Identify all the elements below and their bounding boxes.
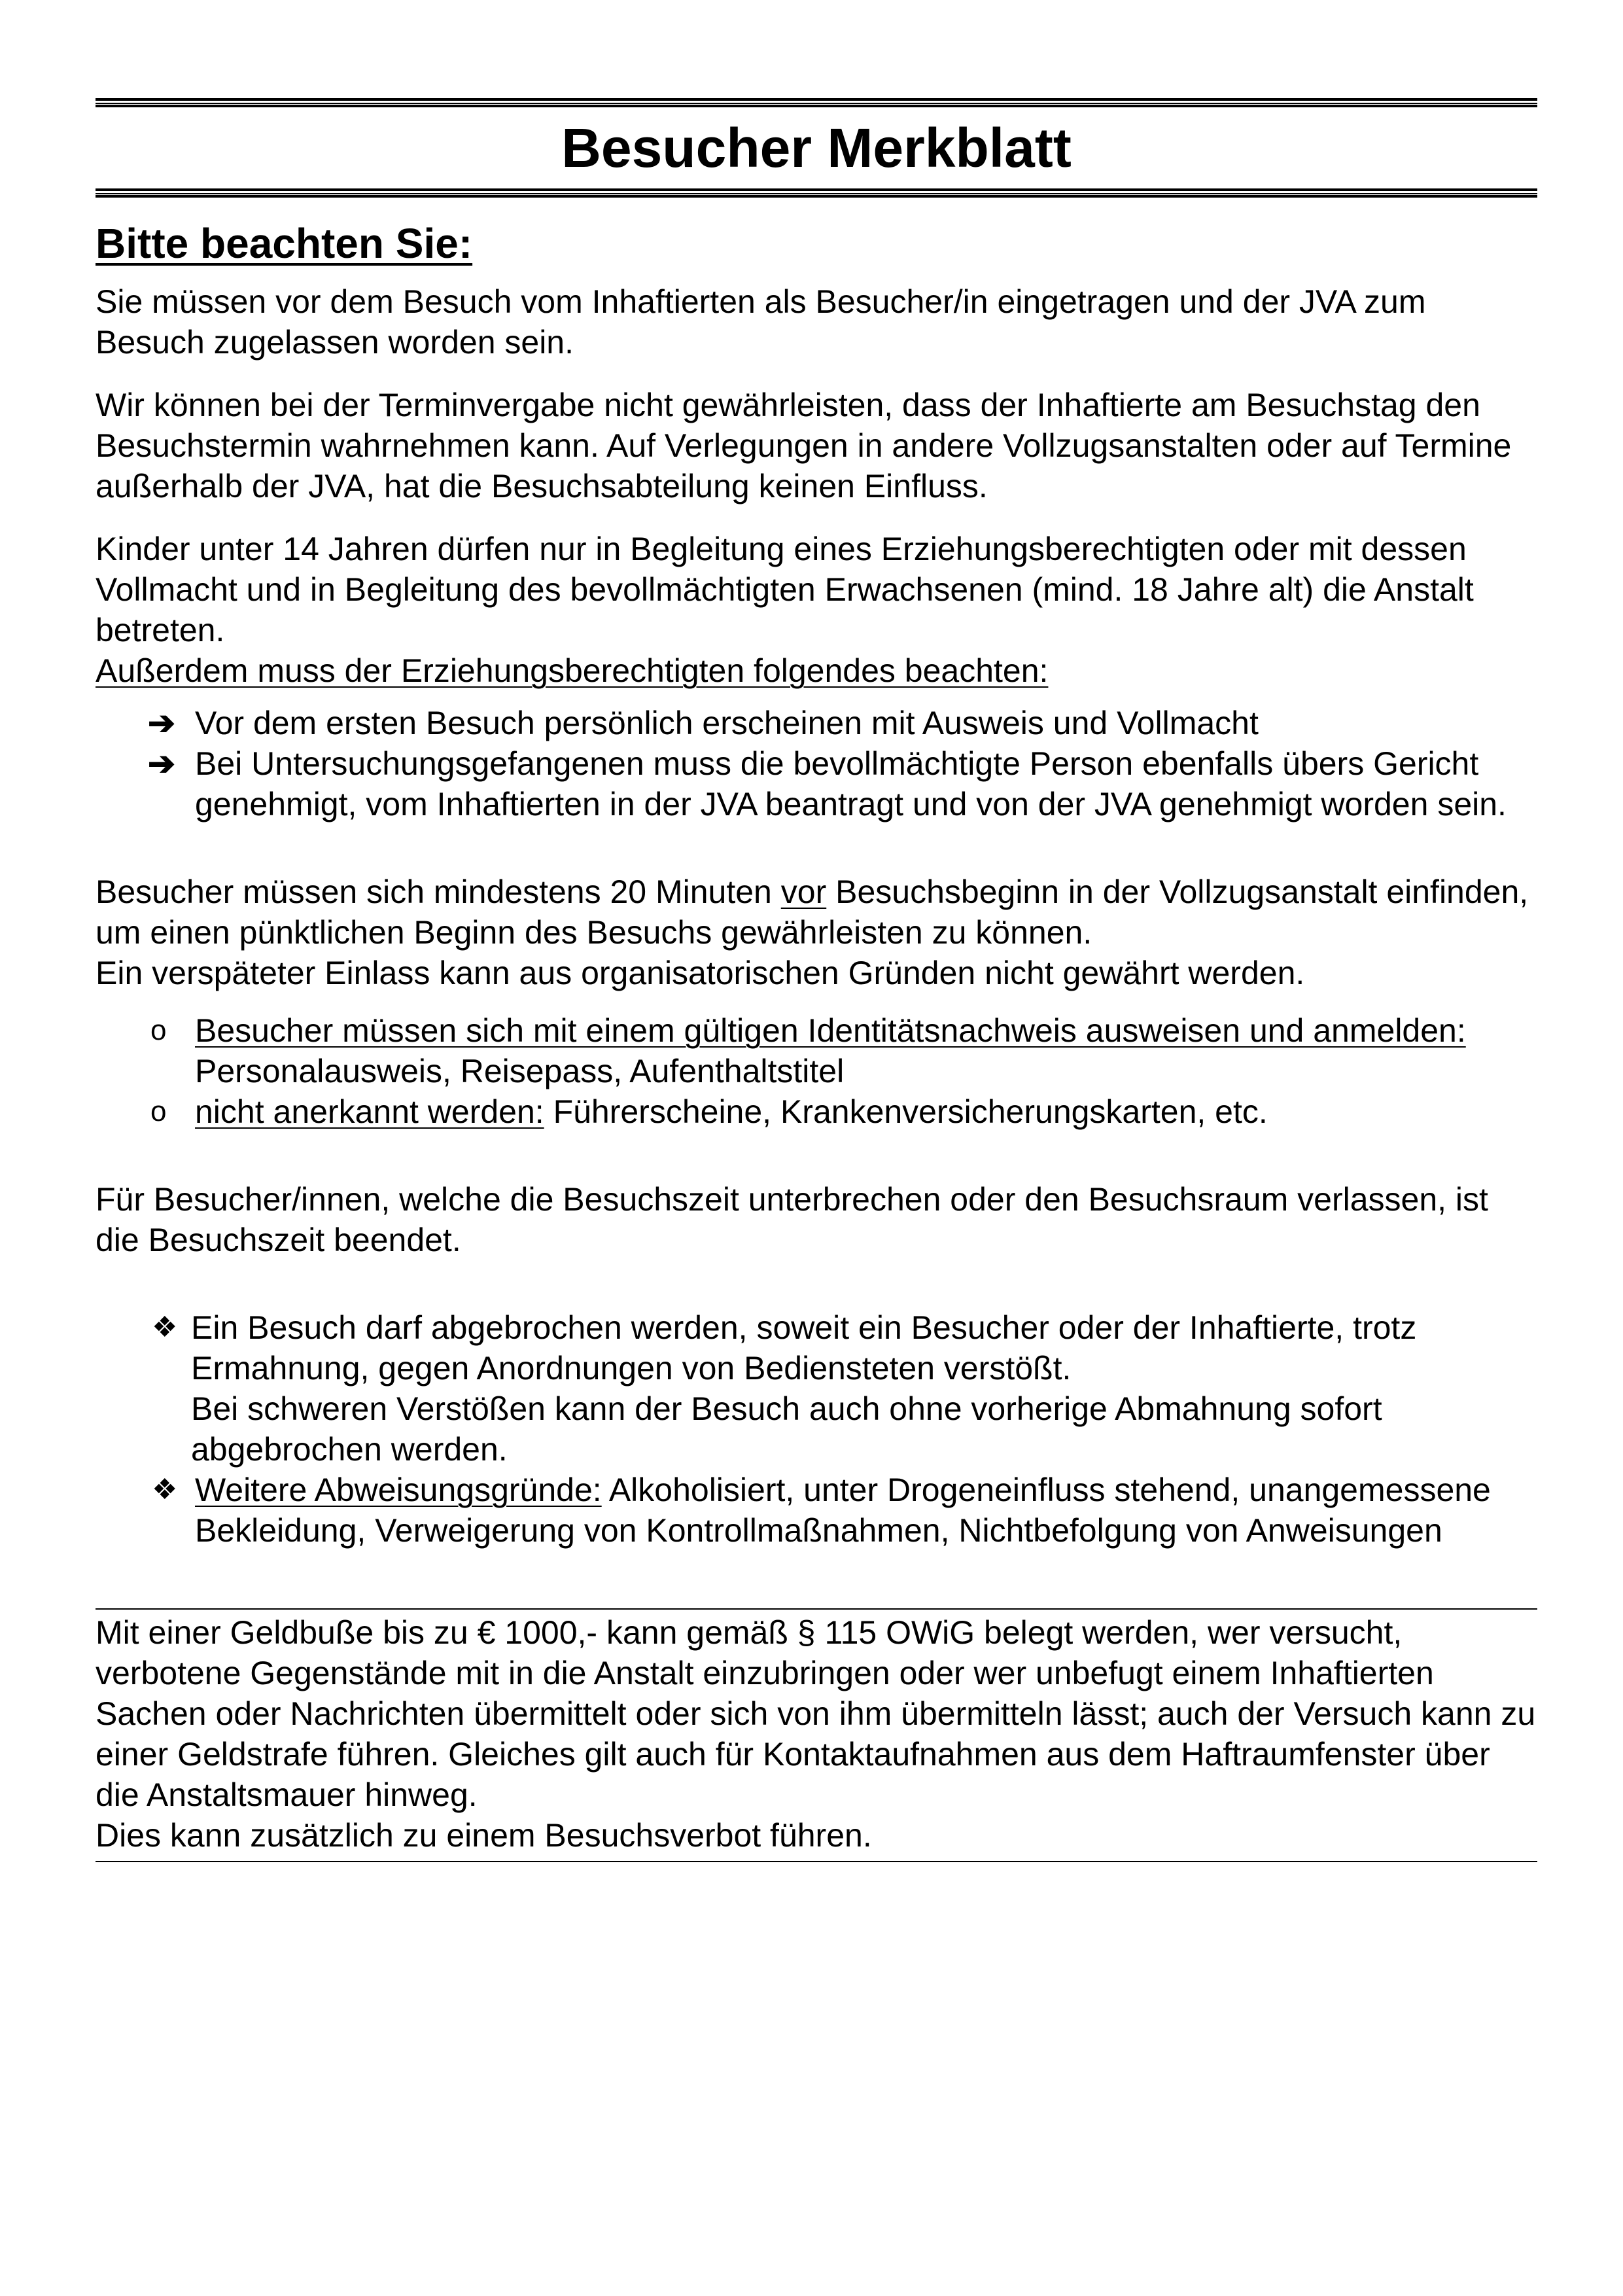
- list-item: [96, 1470, 1537, 1551]
- title-rule-bottom: [96, 188, 1537, 198]
- list-item: [96, 1307, 1537, 1470]
- id-rejected-label: nicht anerkannt werden:: [195, 1093, 544, 1130]
- id-accepted-label: Besucher müssen sich mit einem gültigen Identitätsnachweis ausweisen und anmelden:: [195, 1012, 1466, 1049]
- paragraph-appointment: Wir können bei der Terminvergabe nicht gewährleisten, dass der Inhaftierte am Besuchstag den Besuchstermin wahrnehmen kann. Auf Verlegungen in andere Vollzugsanstalten oder auf Termine außerhalb der JVA, hat die Besuchsabteilung keinen Einfluss.: [96, 387, 1512, 504]
- id-rejected-text: Führerscheine, Krankenversicherungskarten, etc.: [544, 1093, 1268, 1130]
- fine-notice-consequence: Dies kann zusätzlich zu einem Besuchsverbot führen.: [96, 1817, 872, 1854]
- arrow-icon: ➔: [148, 745, 175, 782]
- rejection-reasons-text: Alkoholisiert, unter Drogeneinfluss stehend, unangemessene Bekleidung, Verweigerung von Kontrollmaßnahmen, Nichtbefolgung von Anweisungen: [195, 1472, 1491, 1549]
- abort-serious-text: Bei schweren Verstößen kann der Besuch auch ohne vorherige Abmahnung sofort abgebrochen werden.: [191, 1390, 1382, 1468]
- paragraph-arrival: [96, 872, 1537, 953]
- fine-notice-text: Mit einer Geldbuße bis zu € 1000,- kann gemäß § 115 OWiG belegt werden, wer versucht, verbotene Gegenstände mit in die Anstalt einzubringen oder wer unbefugt einem Inhaftierten Sachen oder Nachrichten übermittelt oder sich von ihm übermitteln lässt; auch der Versuch kann zu einer Geldstrafe führen. Gleiches gilt auch für Kontaktaufnahmen aus dem Haftraumfenster über die Anstaltsmauer hinweg.: [96, 1614, 1536, 1813]
- diamond-bullet-icon: ❖: [152, 1311, 178, 1343]
- list-item: [96, 703, 1537, 743]
- document-page: [96, 98, 1537, 1862]
- id-requirements-list: [96, 1010, 1537, 1132]
- title-rule-top: [96, 98, 1537, 107]
- abort-rules-list: [96, 1307, 1537, 1551]
- circle-bullet-icon: o: [150, 1014, 167, 1046]
- paragraph-registration: Sie müssen vor dem Besuch vom Inhaftierten als Besucher/in eingetragen und der JVA zum Besuch zugelassen worden sein.: [96, 283, 1426, 361]
- paragraph-late-entry: Ein verspäteter Einlass kann aus organisatorischen Gründen nicht gewährt werden.: [96, 955, 1305, 991]
- arrival-text-before: Besucher müssen sich mindestens 20 Minuten: [96, 874, 781, 910]
- list-item-text: Vor dem ersten Besuch persönlich erscheinen mit Ausweis und Vollmacht: [195, 705, 1259, 741]
- paragraph-children: Kinder unter 14 Jahren dürfen nur in Begleitung eines Erziehungsberechtigten oder mit dessen Vollmacht und in Begleitung des bevollmächtigten Erwachsenen (mind. 18 Jahre alt) die Anstalt betreten.: [96, 531, 1474, 648]
- list-item-text: Bei Untersuchungsgefangenen muss die bevollmächtigte Person ebenfalls übers Gericht genehmigt, vom Inhaftierten in der JVA beantragt und von der JVA genehmigt worden sein.: [195, 745, 1507, 822]
- list-item: [96, 743, 1537, 824]
- id-accepted-text: Personalausweis, Reisepass, Aufenthaltstitel: [195, 1053, 845, 1089]
- circle-bullet-icon: o: [150, 1095, 167, 1127]
- arrow-icon: ➔: [148, 705, 175, 741]
- guardian-requirements-list: [96, 703, 1537, 824]
- arrival-emphasis: vor: [780, 874, 827, 910]
- paragraph-guardian-note: Außerdem muss der Erziehungsberechtigten folgendes beachten:: [96, 652, 1049, 689]
- abort-text: Ein Besuch darf abgebrochen werden, soweit ein Besucher oder der Inhaftierte, trotz Ermahnung, gegen Anordnungen von Bediensteten verstößt.: [191, 1309, 1417, 1386]
- page-title: Besucher Merkblatt: [561, 117, 1072, 179]
- diamond-bullet-icon: ❖: [152, 1474, 178, 1506]
- arrival-text-after: Besuchsbeginn in der Vollzugsanstalt einfinden, um einen pünktlichen Beginn des Besuchs gewährleisten zu können.: [96, 874, 1529, 951]
- rejection-reasons-label: Weitere Abweisungsgründe:: [195, 1472, 602, 1508]
- list-item: [96, 1091, 1537, 1132]
- paragraph-visit-end: Für Besucher/innen, welche die Besuchszeit unterbrechen oder den Besuchsraum verlassen, ist die Besuchszeit beendet.: [96, 1181, 1488, 1258]
- section-heading: Bitte beachten Sie:: [96, 220, 473, 267]
- fine-notice-box: [96, 1608, 1537, 1862]
- list-item: [96, 1010, 1537, 1091]
